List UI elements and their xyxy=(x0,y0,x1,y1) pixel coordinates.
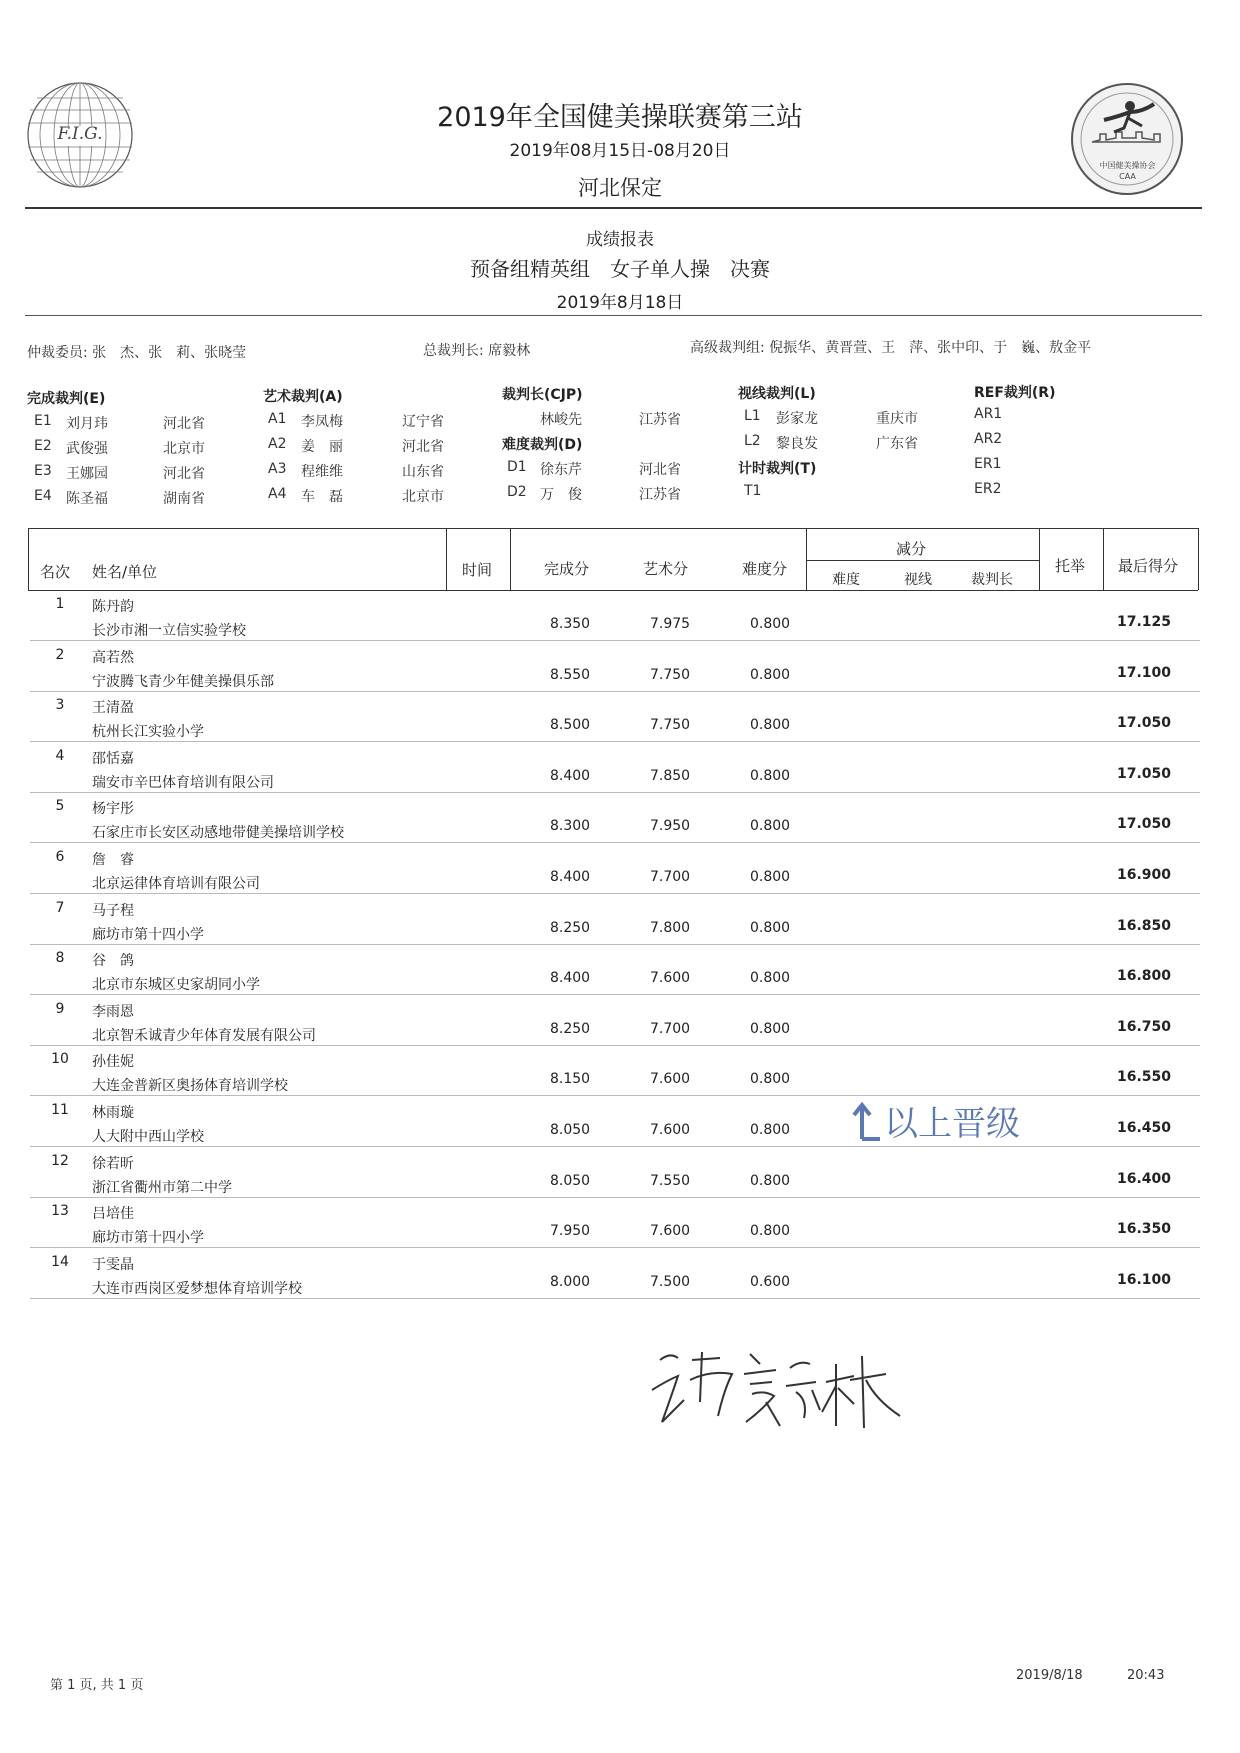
row-diff-score: 0.800 xyxy=(750,767,791,784)
row-art-score: 7.975 xyxy=(650,616,691,632)
row-rank: 12 xyxy=(51,1152,69,1169)
row-art-score: 7.600 xyxy=(650,1122,691,1138)
row-unit: 廊坊市第十四小学 xyxy=(92,926,204,943)
row-rank: 13 xyxy=(51,1203,69,1220)
header-ded-cjp: 裁判长 xyxy=(971,572,1013,588)
row-diff-score: 0.800 xyxy=(750,616,791,632)
table-header-bottom xyxy=(28,590,1198,591)
col-divider xyxy=(1103,528,1104,590)
row-art-score: 7.950 xyxy=(650,818,691,835)
header-name: 姓名/单位 xyxy=(92,563,158,581)
row-final-score: 17.125 xyxy=(1117,614,1172,630)
row-divider xyxy=(30,893,1200,894)
exec-judge-name: 陈圣福 xyxy=(66,491,108,507)
print-date: 2019/8/18 xyxy=(1016,1668,1083,1683)
diff-judge-code: D2 xyxy=(507,484,527,500)
header-divider xyxy=(25,207,1202,209)
exec-judge-name: 刘月玮 xyxy=(66,416,108,432)
cjp-prov: 江苏省 xyxy=(639,412,681,428)
row-exec-score: 8.250 xyxy=(550,1020,591,1037)
col-divider xyxy=(510,528,511,590)
row-divider xyxy=(30,792,1200,793)
row-name: 徐若昕 xyxy=(92,1155,134,1172)
subheader-divider xyxy=(25,315,1202,316)
row-final-score: 16.100 xyxy=(1117,1271,1172,1288)
row-final-score: 16.400 xyxy=(1117,1170,1172,1187)
row-final-score: 17.100 xyxy=(1117,664,1172,681)
row-divider xyxy=(30,691,1200,692)
header-final: 最后得分 xyxy=(1118,557,1179,575)
cjp-name: 林峻先 xyxy=(540,412,582,428)
diff-judge-code: D1 xyxy=(507,459,527,475)
row-final-score: 16.350 xyxy=(1117,1221,1172,1238)
row-final-score: 16.850 xyxy=(1117,917,1172,934)
row-divider xyxy=(30,1045,1200,1046)
row-final-score: 16.550 xyxy=(1117,1069,1172,1086)
row-name: 邵恬嘉 xyxy=(92,750,134,767)
art-judge-code: A2 xyxy=(268,436,287,452)
row-divider xyxy=(30,1247,1200,1248)
row-art-score: 7.500 xyxy=(650,1273,691,1290)
row-rank: 3 xyxy=(55,697,65,714)
header-diff: 难度分 xyxy=(742,560,788,578)
art-judge-prov: 辽宁省 xyxy=(402,414,444,430)
row-art-score: 7.700 xyxy=(650,869,691,885)
event-location: 河北保定 xyxy=(578,176,662,200)
row-divider xyxy=(30,1197,1200,1198)
row-exec-score: 8.400 xyxy=(550,767,591,784)
caa-logo-abbr: CAA xyxy=(1119,172,1136,181)
timing-judge-code: T1 xyxy=(744,483,762,499)
row-diff-score: 0.800 xyxy=(750,717,791,734)
page-indicator: 第 1 页, 共 1 页 xyxy=(50,1678,144,1693)
row-unit: 大连金普新区奥扬体育培训学校 xyxy=(92,1078,288,1095)
art-judges-title: 艺术裁判(A) xyxy=(263,389,343,405)
deduction-subheader-line xyxy=(806,560,1039,561)
col-divider xyxy=(1039,528,1040,590)
signature xyxy=(640,1330,920,1440)
art-judge-name: 姜 丽 xyxy=(301,439,343,455)
row-exec-score: 8.400 xyxy=(550,869,591,885)
row-unit: 杭州长江实验小学 xyxy=(92,724,204,741)
art-judge-code: A3 xyxy=(268,461,287,477)
row-art-score: 7.850 xyxy=(650,767,691,784)
row-divider xyxy=(30,1095,1200,1096)
row-diff-score: 0.800 xyxy=(750,818,791,835)
row-name: 杨宇彤 xyxy=(92,801,134,818)
row-rank: 10 xyxy=(51,1051,69,1068)
exec-judge-prov: 湖南省 xyxy=(163,491,205,507)
up-arrow-icon xyxy=(850,1101,884,1141)
row-final-score: 16.450 xyxy=(1117,1120,1172,1136)
row-divider xyxy=(30,1146,1200,1147)
row-exec-score: 8.000 xyxy=(550,1273,591,1290)
exec-judge-prov: 河北省 xyxy=(163,466,205,482)
qualified-label: 以上晋级 xyxy=(884,1104,1020,1144)
signature-drawing xyxy=(640,1330,920,1440)
row-rank: 11 xyxy=(51,1102,69,1118)
art-judge-name: 程维维 xyxy=(301,464,343,480)
row-final-score: 16.900 xyxy=(1117,867,1172,883)
table-border-top xyxy=(28,528,1198,529)
row-name: 于雯晶 xyxy=(92,1256,134,1273)
row-rank: 5 xyxy=(55,798,65,815)
exec-judge-name: 王娜园 xyxy=(66,466,108,482)
ref-judge-code: AR2 xyxy=(974,431,1003,447)
row-exec-score: 8.500 xyxy=(550,717,591,734)
row-diff-score: 0.800 xyxy=(750,1122,791,1138)
event-date: 2019年8月18日 xyxy=(556,293,684,313)
row-art-score: 7.750 xyxy=(650,717,691,734)
event-name: 预备组精英组 女子单人操 决赛 xyxy=(470,257,770,281)
header-lift: 托举 xyxy=(1055,557,1086,575)
row-name: 詹 睿 xyxy=(92,852,134,868)
table-border-left xyxy=(28,528,29,590)
row-exec-score: 8.050 xyxy=(550,1172,591,1189)
row-diff-score: 0.800 xyxy=(750,1172,791,1189)
row-diff-score: 0.800 xyxy=(750,1020,791,1037)
row-exec-score: 8.250 xyxy=(550,919,591,936)
ref-judge-code: ER1 xyxy=(974,456,1002,472)
header-time: 时间 xyxy=(462,561,493,579)
row-unit: 瑞安市辛巴体育培训有限公司 xyxy=(92,774,274,791)
line-judge-code: L1 xyxy=(744,408,761,424)
fig-logo-text: F.I.G. xyxy=(57,124,103,144)
line-judge-name: 彭家龙 xyxy=(776,411,818,427)
row-rank: 7 xyxy=(55,899,65,916)
row-rank: 9 xyxy=(55,1000,65,1017)
diff-judges-title: 难度裁判(D) xyxy=(502,437,583,453)
exec-judge-code: E3 xyxy=(34,463,52,479)
row-exec-score: 8.300 xyxy=(550,818,591,835)
report-title: 成绩报表 xyxy=(586,230,654,250)
row-exec-score: 8.350 xyxy=(550,616,591,632)
row-art-score: 7.700 xyxy=(650,1020,691,1037)
line-judge-name: 黎良发 xyxy=(776,436,818,452)
qualified-annotation xyxy=(850,1096,1020,1145)
row-diff-score: 0.800 xyxy=(750,869,791,885)
row-diff-score: 0.800 xyxy=(750,1223,791,1240)
row-name: 吕培佳 xyxy=(92,1206,134,1223)
row-final-score: 17.050 xyxy=(1117,816,1172,833)
row-diff-score: 0.600 xyxy=(750,1273,791,1290)
row-diff-score: 0.800 xyxy=(750,1071,791,1088)
row-unit: 浙江省衢州市第二中学 xyxy=(92,1179,232,1196)
row-art-score: 7.750 xyxy=(650,666,691,683)
row-divider xyxy=(30,842,1200,843)
line-judge-prov: 重庆市 xyxy=(876,411,918,427)
row-rank: 8 xyxy=(55,950,65,967)
col-divider xyxy=(806,528,807,590)
art-judge-name: 车 磊 xyxy=(301,489,343,505)
event-dates: 2019年08月15日-08月20日 xyxy=(509,141,731,161)
row-final-score: 17.050 xyxy=(1117,715,1172,732)
row-name: 李雨恩 xyxy=(92,1003,134,1020)
row-diff-score: 0.800 xyxy=(750,970,791,987)
exec-judge-name: 武俊强 xyxy=(66,441,108,457)
exec-judge-prov: 河北省 xyxy=(163,416,205,432)
line-judges-title: 视线裁判(L) xyxy=(738,386,816,402)
row-name: 王清盈 xyxy=(92,700,134,717)
diff-judge-name: 万 俊 xyxy=(540,487,582,503)
row-unit: 北京市东城区史家胡同小学 xyxy=(92,977,260,994)
line-judge-code: L2 xyxy=(744,433,761,449)
header-exec: 完成分 xyxy=(544,560,590,578)
print-time: 20:43 xyxy=(1127,1668,1165,1683)
arbitration-committee: 仲裁委员: 张 杰、张 莉、张晓莹 xyxy=(27,345,247,361)
row-name: 林雨璇 xyxy=(92,1105,134,1121)
row-unit: 人大附中西山学校 xyxy=(92,1129,204,1145)
exec-judge-prov: 北京市 xyxy=(163,441,205,457)
exec-judges-title: 完成裁判(E) xyxy=(27,391,106,407)
row-art-score: 7.550 xyxy=(650,1172,691,1189)
row-divider xyxy=(30,1298,1200,1299)
ref-judges-title: REF裁判(R) xyxy=(974,385,1056,401)
header-rank: 名次 xyxy=(40,563,71,581)
row-exec-score: 7.950 xyxy=(550,1223,591,1240)
exec-judge-code: E4 xyxy=(34,488,52,504)
row-exec-score: 8.150 xyxy=(550,1071,591,1088)
art-judge-prov: 北京市 xyxy=(402,489,444,505)
row-name: 马子程 xyxy=(92,902,134,919)
row-art-score: 7.600 xyxy=(650,1223,691,1240)
row-diff-score: 0.800 xyxy=(750,666,791,683)
row-unit: 宁波腾飞青少年健美操俱乐部 xyxy=(92,673,274,690)
art-judge-prov: 河北省 xyxy=(402,439,444,455)
row-exec-score: 8.400 xyxy=(550,970,591,987)
row-rank: 6 xyxy=(55,849,65,865)
header-art: 艺术分 xyxy=(643,560,689,578)
diff-judge-name: 徐东芹 xyxy=(540,462,582,478)
art-judge-code: A1 xyxy=(268,411,287,427)
caa-logo-text: 中国健美操协会 xyxy=(1099,161,1156,170)
row-rank: 2 xyxy=(55,646,65,663)
exec-judge-code: E1 xyxy=(34,413,52,429)
table-border-right xyxy=(1198,528,1199,590)
row-name: 高若然 xyxy=(92,649,134,666)
ref-judge-code: ER2 xyxy=(974,481,1002,497)
timing-judges-title: 计时裁判(T) xyxy=(738,461,817,477)
cjp-title: 裁判长(CJP) xyxy=(502,387,583,403)
row-final-score: 16.800 xyxy=(1117,968,1172,985)
row-art-score: 7.600 xyxy=(650,970,691,987)
row-final-score: 16.750 xyxy=(1117,1018,1172,1035)
row-unit: 廊坊市第十四小学 xyxy=(92,1230,204,1247)
art-judge-name: 李凤梅 xyxy=(301,414,343,430)
row-unit: 北京智禾诚青少年体育发展有限公司 xyxy=(92,1027,316,1044)
senior-panel: 高级裁判组: 倪振华、黄晋萱、王 萍、张中印、于 巍、敖金平 xyxy=(690,340,1092,356)
art-judge-code: A4 xyxy=(268,486,287,502)
row-exec-score: 8.050 xyxy=(550,1122,591,1138)
line-judge-prov: 广东省 xyxy=(876,436,918,452)
row-exec-score: 8.550 xyxy=(550,666,591,683)
row-rank: 1 xyxy=(55,596,65,612)
chief-judge: 总裁判长: 席毅林 xyxy=(423,343,531,359)
diff-judge-prov: 江苏省 xyxy=(639,487,681,503)
row-unit: 长沙市湘一立信实验学校 xyxy=(92,623,246,639)
row-name: 谷 鸽 xyxy=(92,953,134,970)
page-title: 2019年全国健美操联赛第三站 xyxy=(437,102,803,133)
row-unit: 大连市西岗区爱梦想体育培训学校 xyxy=(92,1280,302,1297)
row-name: 陈丹韵 xyxy=(92,599,134,615)
header-ded-diff: 难度 xyxy=(832,572,860,588)
row-final-score: 17.050 xyxy=(1117,765,1172,782)
art-judge-prov: 山东省 xyxy=(402,464,444,480)
row-art-score: 7.600 xyxy=(650,1071,691,1088)
row-art-score: 7.800 xyxy=(650,919,691,936)
row-divider xyxy=(30,994,1200,995)
row-divider xyxy=(30,944,1200,945)
row-unit: 石家庄市长安区动感地带健美操培训学校 xyxy=(92,825,344,842)
row-rank: 14 xyxy=(51,1253,69,1270)
row-divider xyxy=(30,640,1200,641)
col-divider xyxy=(446,528,447,590)
header-deduction: 减分 xyxy=(896,540,927,558)
exec-judge-code: E2 xyxy=(34,438,52,454)
row-rank: 4 xyxy=(55,747,65,764)
row-unit: 北京运律体育培训有限公司 xyxy=(92,876,260,892)
ref-judge-code: AR1 xyxy=(974,406,1003,422)
diff-judge-prov: 河北省 xyxy=(639,462,681,478)
row-diff-score: 0.800 xyxy=(750,919,791,936)
row-divider xyxy=(30,741,1200,742)
row-name: 孙佳妮 xyxy=(92,1054,134,1071)
header-ded-line: 视线 xyxy=(904,572,932,588)
